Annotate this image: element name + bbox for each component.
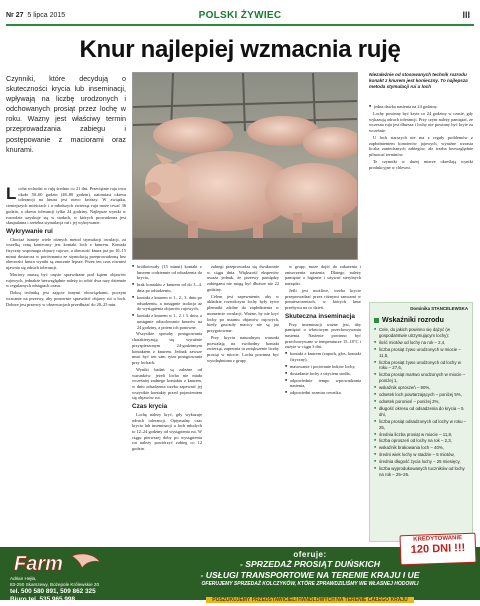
list-item: ■ odpowiedni rozmiar cewnika.: [285, 390, 361, 396]
indicator-item: ■ odsetek poronień – poniżej 2%,: [374, 399, 468, 405]
list-item: ■ krótkotrwały (15 minut) kontakt z knurem codziennie od odsadzenia do krycia,: [132, 264, 202, 281]
subheading: Wykrywanie rui: [6, 227, 53, 235]
list-item: ■ kontakt z knurem w 1., 2., 3. dniu po odsadzeniu, a następnie izolacja aż do wystąpienia objawów rujowych,: [132, 295, 202, 312]
farm-logo: [12, 550, 107, 574]
indicator-item: ■ średnia liczba prosiąt w miocie – 11,8,: [374, 432, 468, 438]
indicators-title: Wskaźniki rozrodu: [374, 317, 468, 324]
article-column-3: [207, 264, 279, 365]
issue-date: 5 lipca 2015: [27, 12, 66, 19]
contact-name: Adrian Hejła,: [10, 576, 37, 581]
indicator-item: ■ średnia długość życia lochy – 25 miesięcy,: [374, 459, 468, 465]
list-item: ■ masowanie i pocieranie boków lochy,: [285, 364, 361, 370]
paragraph: w grupy, może dojść do zakażenia i zniszczenia nasienia. Dlatego należy pamiętać o higienie i używać sterylnych narzędzi.: [285, 264, 361, 287]
farm-logo-text: Farm: [14, 553, 63, 574]
pigs-illustration: [133, 73, 357, 259]
author-name: Dominika STANCELEWSKA: [410, 306, 468, 311]
indicator-item: ■ liczba oproszeń od lochy na rok – 2,3,: [374, 438, 468, 444]
indicator-item: ■ średni wiek lochy w stadzie – 5 miotów,: [374, 452, 468, 458]
list-item: ■ dosiadanie lochy z użyciem siodła,: [285, 371, 361, 377]
article-column-4: [285, 264, 361, 397]
article-title: Knur najlepiej wzmacnia ruję: [79, 36, 401, 63]
indicator-item: ■ liczba prosiąt martwo urodzonych w miocie – poniżej 1,: [374, 372, 468, 384]
contact-office: Biuro tel. 535 965 998: [10, 596, 76, 603]
offer-line-2: - USŁUGI TRANSPORTOWE NA TERENIE KRAJU I UE: [200, 570, 420, 580]
indicator-item: ■ wskaźnik oproszeń – 90%,: [374, 385, 468, 391]
offer-line-4: POSZUKUJEMY PRZEDSTAWICIELI HANDLOWYCH NA TERENIE CAŁEGO KRAJU: [206, 597, 413, 603]
paragraph: Dobrą techniką jest zajęcie innymi obowiązkami, poczym wracanie na przerwy, aby ponownie sprawdzić objawy rui u loch. Dobrze jest przerwy w obserwacjach przedłużać do 20–25 min.: [6, 290, 126, 307]
paragraph: zabiegi przeprowadza się dwukrotnie w ciągu dnia. Większość ekspertów uważa jednak, że przerwy pomiędzy zabiegami nie mogą być dłuższe niż 22 godziny.: [207, 264, 279, 292]
pigs-photo: [132, 72, 358, 260]
indicator-item: ■ liczba prosiąt odsadzonych od lochy w roku – 25,: [374, 419, 468, 431]
page-header: [0, 0, 480, 30]
article-column-1: [6, 186, 126, 309]
contact-phones: tel. 500 580 891, 509 862 325: [10, 588, 96, 595]
badge-main: 120 DNI !!!: [410, 542, 466, 556]
list-item: ■ kontakt z knurem w 1., 2. i 3. dniu, a następnie odizolowanie knurów na 24 godziny, a potem ich ponowne.: [132, 313, 202, 330]
pig-logo-icon: [72, 554, 100, 568]
issue-number: Nr 27: [6, 12, 24, 19]
list-item: ■ brak kontaktu z knurem od do 3.–4. dnia po odsadzeniu,: [132, 282, 202, 293]
offer-label: oferuje:: [293, 550, 327, 559]
section-title: POLSKI ŻYWIEC: [198, 10, 282, 21]
paragraph: Lochę należy kryć, gdy wykazuje odruch tolerancji. Optymalny czas krycia lub inseminacji u loch młodych to 12–24 godziny od wystąpienia rui. W ciągu pierwszej doby po wystąpieniu rui należy powtórzyć zabieg co 12 godzin.: [132, 411, 202, 452]
paragraph: Jeśli jest możliwe, trzeba krycie przeprowadzać przez różnymi samcami w pomieszczeniach, w których knur przebywa na co dzień.: [285, 288, 361, 311]
offer-line-1: - SPRZEDAŻ PROSIĄT DUŃSKICH: [240, 559, 380, 569]
indicator-item: ■ liczba prosiąt żywo urodzonych w miocie – 11,5,: [374, 347, 468, 359]
intro-paragraph: ocha wchodzi w ruję średnio co 21 dni. Przeciętnie ruja trwa około 50–60 godzin (48–80 godzin), natomiast okresu tolerancji na knura jest nieco krótszy. W związku, cieniejszych mieściach i u młodszych zwierząt ruja może trwać 36 godzin, a okresu tolerancji tylko 24 godziny. Najlepsze wyniki w rozrodzie uzyskuje się w stadach, w których prowadzona jest skrupulatna i rzetelna stymulacja rui i jej wykrywanie.: [6, 186, 126, 226]
paragraph: Wszystkie sposoby postępowania charakteryzują się wyraźnie przyspieszonym 24-godzinnym kontaktem z knurem. Jednak zawsze musi być ten sam rytm postępowania przy lochach.: [132, 331, 202, 365]
list-item: ■ kontakt z knurem (zapach, głos, kontakt fizyczny),: [285, 351, 361, 362]
article-lead: Czynniki, które decydują o skuteczności krycia lub inseminacji, wpływają na liczbę urodzonych i odchowanych prosiąt przez lochę w roku. Ważny jest właściwy termin przeprowadzania zabiegu i postępowanie z maciorami oraz knurami.: [6, 74, 126, 154]
indicator-item: ■ liczba wyprodukowanych tuczników od lochy na rok – 25–26.: [374, 466, 468, 478]
indicator-item: ■ wskaźnik brakowania loch – 40%,: [374, 445, 468, 451]
paragraph: Wyniki badań są zależne od warunków: jeżeli locha nie miała wcześniej żadnego kontaktu z knurem, w dniu odsadzenia trzeba zapewnić jej wszystkie kontakty przed pojawieniem się objawów rui.: [132, 366, 202, 401]
paragraph: Chociaż istnieje wiele różnych metod stymulacji owulacji, za wszelką cenę konieczny jest kontakt loch z knurem. Kontakt fizyczny wspomaga objawy rujowe, a obecność knura już po 10–15 minut dostarcza w porównaniu ze stymulacją przeprowadzoną bez obecności knura wyniki są znacznie lepsze. Przez ten czas również ujawnia się odruch tolerancji.: [6, 236, 126, 271]
article-column-2: [132, 264, 202, 453]
paragraph: Lochy powinny być kryte co 24 godziny w czasie, gdy wykazują odruch tolerancji. Przy czym należy pamiętać, że wczesna ruja jest dłuższa i lochy nie powinny być kryte za wcześnie.: [369, 110, 473, 133]
article-column-5: [369, 104, 473, 171]
paragraph: Celem jest zapewnienie, aby w układzie rozrodczym lochy były żywe plemniki zdolne do zapłodnienia w momencie owulacji. Ważne, by nie kryć lochy po ustaniu objawów rujowych, kiedy gruczoły macicy nie są już przygotowane.: [207, 293, 279, 333]
paragraph: Przy inseminacji ważne jest, aby pamiętać o właściwym przechowywaniu nasienia. Nasienie powinno być przechowywane w temperaturze 15–18°C i zużyte w ciągu 3 dni.: [285, 321, 361, 350]
indicator-item: ■ liczba prosiąt żywo urodzonych od lochy w roku – 27,6,: [374, 360, 468, 372]
paragraph: Maciory muszą być często sprawdzane pod kątem objawów rujowych, jednakże bezwzględnie należy to robić dwa razy dziennie w regularnych odstępach czasu.: [6, 272, 126, 289]
credit-badge: [399, 533, 476, 566]
subheading: Czas krycia: [132, 403, 168, 411]
indicator-item: ■ ilość miotów od lochy na rok – 2,4,: [374, 340, 468, 346]
drop-cap: L: [6, 184, 17, 203]
indicator-item: ■ odsetek loch powtarzających – poniżej 5%,: [374, 392, 468, 398]
pull-quote: Niezależnie od stosowanych technik rozrodu konakt z knurem jest konieczny. To najlepsza metoda stymulacji rui u loch: [369, 72, 468, 90]
indicators-list: [374, 327, 468, 478]
paragraph: Przy kryciu naturalnym warunki pozwalają na swobodny kontakt zwierząt, zapewnia to zwiększenie liczby prosiąt w miocie. Locha powinna być wyodrębniona z grupy.: [207, 334, 279, 363]
contact-address: 83-250 Skarszewy, Bożepole Królewskie 20: [10, 582, 100, 587]
square-bullet-icon: [374, 318, 379, 323]
paragraph: U loch starszych nie ma z reguły problemów z zapłodnieniem konoterów jajowych, wyraźne wzrasta liczba zaniechanych zabiegów, ale trzeba bezwzględnie pilnować terminów.: [369, 134, 473, 157]
indicator-item: ■ Cele, do jakich powinno się dążyć (w gospodarstwie utrzymującym lochy):: [374, 327, 468, 339]
subheading: Skuteczna inseminacja: [285, 312, 355, 320]
list-item: ■ jedna dawka nasienia na 24 godziny.: [369, 104, 473, 110]
badge-top: KREDYTOWANIE: [413, 535, 463, 543]
offer-line-3: OFERUJEMY SPRZEDAŻ KOLCZYKÓW, KTÓRE ZPRAWDZILIŚMY WE WŁASNEJ HODOWLI: [201, 581, 419, 587]
header-rule: [6, 24, 474, 26]
list-item: ■ odpowiednie tempo wprowadzania nasienia,: [285, 378, 361, 389]
indicator-item: ■ długość okresu od odsadzenia do krycia – 5 dni,: [374, 406, 468, 418]
paragraph: Te czynniki w dużej mierze określają wyniki produkcyjne w chlewni.: [369, 158, 473, 170]
page-number: III: [462, 10, 470, 20]
indicators-box: [369, 302, 473, 542]
